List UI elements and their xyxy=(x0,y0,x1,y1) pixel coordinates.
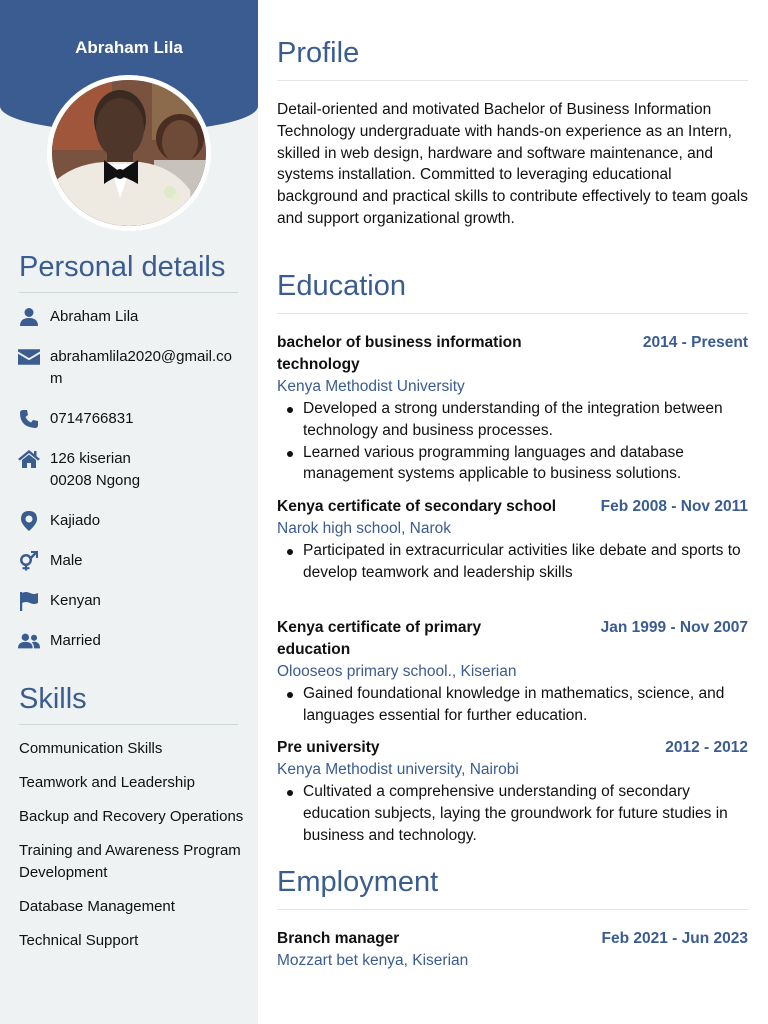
bullet-item: Cultivated a comprehensive understanding of secondary education subjects, laying the groundwork for future studies in business and technology. xyxy=(285,781,748,846)
bullet-item: Learned various programming languages and database management systems applicable to business solutions. xyxy=(285,442,748,486)
profile-heading: Profile xyxy=(277,37,748,81)
entry-institution: Kenya Methodist University xyxy=(277,378,465,395)
education-heading: Education xyxy=(277,270,748,314)
entry-bullets xyxy=(277,540,748,584)
gender-icon xyxy=(17,550,41,572)
entry-bullets xyxy=(277,781,748,846)
entry-title: bachelor of business information technology xyxy=(277,334,522,373)
profile-summary: Detail-oriented and motivated Bachelor of Business Information Technology undergraduate with hands-on experience as an Intern, skilled in web design, hardware and software maintenance, and systems installation. Committed to leveraging educational background and practical skills to contribute effectively to team goals and support organizational growth. xyxy=(277,101,748,227)
skill-item: Database Management xyxy=(19,898,175,915)
skill-item: Communication Skills xyxy=(19,740,163,757)
personal-detail-city: Kajiado xyxy=(17,510,242,532)
personal-detail-phone: 0714766831 xyxy=(17,408,242,430)
education-entry xyxy=(277,617,748,727)
portrait-photo xyxy=(52,80,206,226)
entry-title: Pre university xyxy=(277,739,380,756)
candidate-name: Abraham Lila xyxy=(75,38,183,57)
user-icon xyxy=(17,306,41,328)
skill-item: Technical Support xyxy=(19,932,139,949)
personal-detail-marital-status: Married xyxy=(17,630,242,652)
entry-title: Kenya certificate of secondary school xyxy=(277,498,557,515)
users-icon xyxy=(17,630,41,652)
entry-date: 2012 - 2012 xyxy=(665,739,748,756)
entry-institution: Kenya Methodist university, Nairobi xyxy=(277,761,519,778)
envelope-icon xyxy=(17,346,41,368)
entry-institution: Narok high school, Narok xyxy=(277,520,452,537)
skill-item: Backup and Recovery Operations xyxy=(19,808,244,825)
sidebar xyxy=(0,0,258,1024)
skills-list xyxy=(19,738,244,964)
avatar xyxy=(47,75,211,231)
bullet-item: Participated in extracurricular activities like debate and sports to develop teamwork and leadership skills xyxy=(285,540,748,584)
education-entry xyxy=(277,496,748,584)
entry-institution: Olooseos primary school., Kiserian xyxy=(277,663,517,680)
skills-heading: Skills xyxy=(19,683,238,725)
entry-title: Branch manager xyxy=(277,930,400,947)
entry-employer: Mozzart bet kenya, Kiserian xyxy=(277,952,469,969)
education-entry xyxy=(277,332,748,485)
personal-detail-email: abrahamlila2020@gmail.com xyxy=(17,346,242,390)
entry-bullets xyxy=(277,398,748,485)
entry-bullets xyxy=(277,683,748,727)
personal-detail-nationality: Kenyan xyxy=(17,590,242,612)
entry-date: 2014 - Present xyxy=(642,334,748,351)
bullet-item: Developed a strong understanding of the integration between technology and business processes. xyxy=(285,398,748,442)
skill-item: Teamwork and Leadership xyxy=(19,774,195,791)
entry-date: Feb 2008 - Nov 2011 xyxy=(600,498,748,515)
home-icon xyxy=(17,448,41,470)
entry-title: Kenya certificate of primary education xyxy=(277,619,482,658)
phone-icon xyxy=(17,408,41,430)
bullet-item: Gained foundational knowledge in mathematics, science, and languages essential for further education. xyxy=(285,683,748,727)
location-pin-icon xyxy=(17,510,41,532)
personal-detail-address: 126 kiserian 00208 Ngong xyxy=(17,448,242,492)
entry-date: Feb 2021 - Jun 2023 xyxy=(601,930,748,947)
personal-details-heading: Personal details xyxy=(19,251,238,293)
skill-item: Training and Awareness Program Development xyxy=(19,842,241,881)
education-entry xyxy=(277,737,748,846)
entry-date: Jan 1999 - Nov 2007 xyxy=(600,619,748,636)
employment-entry xyxy=(277,928,748,972)
employment-heading: Employment xyxy=(277,866,748,910)
personal-detail-gender: Male xyxy=(17,550,242,572)
personal-details-list xyxy=(17,306,242,670)
flag-icon xyxy=(17,590,41,612)
personal-detail-name: Abraham Lila xyxy=(17,306,242,328)
